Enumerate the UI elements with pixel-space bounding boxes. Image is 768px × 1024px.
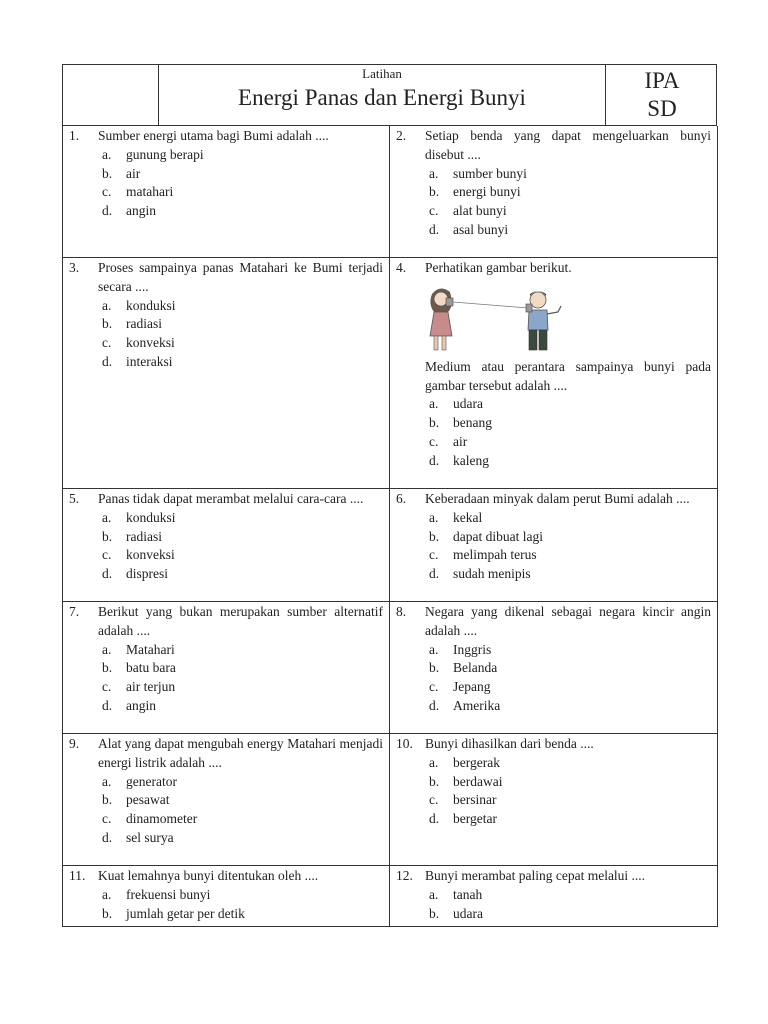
worksheet	[62, 64, 717, 927]
option-letter: c.	[102, 184, 112, 200]
question-number: 11.	[69, 868, 86, 883]
option-b	[429, 414, 711, 433]
question-number: 3.	[69, 260, 80, 275]
option-text: Matahari	[126, 641, 175, 657]
indent-spacer	[396, 358, 425, 396]
option-letter: d.	[429, 811, 440, 827]
option-letter: d.	[102, 829, 113, 845]
option-c	[102, 546, 383, 565]
question-cell-8	[390, 602, 718, 734]
children-string-phone-icon	[426, 284, 576, 352]
option-d	[429, 221, 711, 240]
option-a	[102, 297, 383, 316]
option-a	[429, 165, 711, 184]
option-letter: a.	[102, 297, 112, 313]
question-12	[396, 867, 711, 886]
worksheet-subtitle: Latihan	[362, 66, 402, 81]
option-text: angin	[126, 697, 156, 713]
question-cell-12	[390, 866, 718, 927]
worksheet-title: Energi Panas dan Energi Bunyi	[238, 85, 526, 110]
option-text: energi bunyi	[453, 184, 521, 200]
option-letter: b.	[429, 415, 440, 431]
option-text: konduksi	[126, 509, 176, 525]
question-cell-1	[63, 126, 390, 258]
option-d	[429, 810, 711, 829]
option-c	[429, 433, 711, 452]
option-a	[102, 509, 383, 528]
option-text: Jepang	[453, 679, 491, 695]
question-8	[396, 603, 711, 641]
option-letter: b.	[102, 528, 113, 544]
option-letter: c.	[102, 811, 112, 827]
question-cell-9	[63, 734, 390, 866]
header-table	[62, 64, 717, 126]
options-list	[102, 641, 383, 716]
option-letter: d.	[429, 221, 440, 237]
option-text: generator	[126, 773, 177, 789]
option-text: pesawat	[126, 792, 170, 808]
option-letter: d.	[429, 452, 440, 468]
question-number: 2.	[396, 128, 407, 143]
option-a	[429, 641, 711, 660]
option-text: Amerika	[453, 697, 501, 713]
options-list	[429, 641, 711, 716]
option-letter: a.	[429, 886, 439, 902]
option-text: dinamometer	[126, 811, 198, 827]
question-5	[69, 490, 383, 509]
options-list	[102, 146, 383, 221]
option-text: berdawai	[453, 773, 503, 789]
option-a	[429, 509, 711, 528]
question-4-continued	[396, 358, 711, 396]
option-letter: d.	[102, 566, 113, 582]
option-b	[102, 165, 383, 184]
option-text: bergerak	[453, 754, 500, 770]
option-text: asal bunyi	[453, 221, 509, 237]
options-list	[102, 297, 383, 372]
option-letter: b.	[429, 528, 440, 544]
option-text: air	[453, 433, 468, 449]
option-text: interaksi	[126, 353, 173, 369]
option-c	[429, 202, 711, 221]
option-b	[429, 659, 711, 678]
option-letter: a.	[429, 509, 439, 525]
question-11	[69, 867, 383, 886]
option-letter: a.	[429, 754, 439, 770]
option-b	[429, 183, 711, 202]
option-text: melimpah terus	[453, 547, 537, 563]
option-letter: a.	[102, 886, 112, 902]
question-cell-6	[390, 489, 718, 602]
option-letter: a.	[102, 773, 112, 789]
question-1	[69, 127, 383, 146]
question-2	[396, 127, 711, 165]
question-10	[396, 735, 711, 754]
options-list	[102, 773, 383, 848]
options-list	[429, 886, 711, 924]
tin-can-phone-illustration	[426, 284, 711, 352]
option-c	[102, 810, 383, 829]
option-d	[102, 697, 383, 716]
option-text: radiasi	[126, 316, 162, 332]
option-c	[429, 791, 711, 810]
option-c	[429, 678, 711, 697]
option-text: kekal	[453, 509, 483, 525]
question-number: 1.	[69, 128, 80, 143]
header-subject	[606, 65, 718, 125]
question-text: Alat yang dapat mengubah energy Matahari menjadi energi listrik adalah ....	[98, 736, 383, 770]
option-b	[429, 905, 711, 924]
option-text: sumber bunyi	[453, 165, 527, 181]
question-text: Sumber energi utama bagi Bumi adalah ....	[98, 128, 329, 143]
option-text: gunung berapi	[126, 146, 204, 162]
question-4	[396, 259, 711, 278]
option-a	[429, 886, 711, 905]
option-a	[102, 886, 383, 905]
option-b	[102, 528, 383, 547]
questions-grid	[62, 126, 717, 927]
question-cell-10	[390, 734, 718, 866]
question-number: 7.	[69, 604, 80, 619]
option-text: radiasi	[126, 528, 162, 544]
question-text: Panas tidak dapat merambat melalui cara-cara ....	[98, 491, 364, 506]
question-text: Negara yang dikenal sebagai negara kincir angin adalah ....	[425, 604, 711, 638]
option-letter: b.	[429, 660, 440, 676]
option-letter: a.	[102, 509, 112, 525]
option-d	[102, 353, 383, 372]
option-a	[429, 395, 711, 414]
option-letter: d.	[429, 566, 440, 582]
option-a	[429, 754, 711, 773]
option-letter: c.	[429, 203, 439, 219]
question-text: Berikut yang bukan merupakan sumber alternatif adalah ....	[98, 604, 383, 638]
option-text: konveksi	[126, 335, 175, 351]
options-list	[429, 754, 711, 829]
options-list	[429, 509, 711, 584]
option-letter: a.	[102, 146, 112, 162]
option-letter: b.	[429, 905, 440, 921]
question-9	[69, 735, 383, 773]
option-a	[102, 146, 383, 165]
option-letter: c.	[429, 679, 439, 695]
option-c	[102, 678, 383, 697]
option-text: frekuensi bunyi	[126, 886, 211, 902]
question-text: Bunyi dihasilkan dari benda ....	[425, 736, 594, 751]
header-center	[159, 65, 606, 125]
option-c	[429, 546, 711, 565]
option-text: matahari	[126, 184, 174, 200]
option-letter: a.	[102, 641, 112, 657]
options-list	[102, 509, 383, 584]
option-text: dispresi	[126, 566, 168, 582]
question-number: 5.	[69, 491, 80, 506]
option-letter: c.	[102, 547, 112, 563]
option-letter: b.	[102, 660, 113, 676]
options-list	[429, 165, 711, 240]
level-label: SD	[647, 96, 677, 121]
option-letter: b.	[102, 792, 113, 808]
question-cell-11	[63, 866, 390, 927]
option-text: sel surya	[126, 829, 174, 845]
question-number: 10.	[396, 736, 413, 751]
option-text: dapat dibuat lagi	[453, 528, 543, 544]
option-letter: c.	[429, 433, 439, 449]
option-b	[102, 791, 383, 810]
option-text: alat bunyi	[453, 203, 507, 219]
option-letter: b.	[429, 184, 440, 200]
option-b	[102, 659, 383, 678]
option-c	[102, 183, 383, 202]
question-cell-5	[63, 489, 390, 602]
option-a	[102, 773, 383, 792]
option-text: benang	[453, 415, 492, 431]
option-text: konduksi	[126, 297, 176, 313]
question-cell-2	[390, 126, 718, 258]
option-letter: c.	[102, 335, 112, 351]
subject-label: IPA	[644, 68, 680, 93]
option-d	[429, 697, 711, 716]
question-6	[396, 490, 711, 509]
option-text: bersinar	[453, 792, 497, 808]
question-number: 8.	[396, 604, 407, 619]
option-letter: d.	[429, 697, 440, 713]
question-number: 12.	[396, 868, 413, 883]
option-b	[102, 315, 383, 334]
question-number: 9.	[69, 736, 80, 751]
question-text: Kuat lemahnya bunyi ditentukan oleh ....	[98, 868, 319, 883]
option-text: air terjun	[126, 679, 176, 695]
option-d	[429, 452, 711, 471]
option-c	[102, 334, 383, 353]
question-cell-4	[390, 258, 718, 489]
question-text: Medium atau perantara sampainya bunyi pada gambar tersebut adalah ....	[425, 358, 711, 393]
option-text: udara	[453, 905, 483, 921]
option-letter: d.	[102, 203, 113, 219]
option-letter: a.	[429, 641, 439, 657]
option-text: udara	[453, 396, 483, 412]
question-text: Bunyi merambat paling cepat melalui ....	[425, 868, 646, 883]
option-text: Inggris	[453, 641, 492, 657]
option-text: konveksi	[126, 547, 175, 563]
question-text: Proses sampainya panas Matahari ke Bumi terjadi secara ....	[98, 260, 383, 294]
option-d	[102, 565, 383, 584]
option-letter: b.	[102, 316, 113, 332]
option-b	[429, 773, 711, 792]
question-number: 4.	[396, 260, 407, 275]
option-text: tanah	[453, 886, 483, 902]
question-7	[69, 603, 383, 641]
option-d	[102, 829, 383, 848]
option-letter: b.	[429, 773, 440, 789]
header-left-blank	[63, 65, 159, 125]
question-text: Setiap benda yang dapat mengeluarkan bunyi disebut ....	[425, 128, 711, 162]
option-text: batu bara	[126, 660, 176, 676]
question-text: Keberadaan minyak dalam perut Bumi adalah ....	[425, 491, 690, 506]
option-letter: c.	[102, 679, 112, 695]
option-text: jumlah getar per detik	[126, 905, 245, 921]
option-letter: b.	[102, 905, 113, 921]
option-letter: b.	[102, 165, 113, 181]
option-text: Belanda	[453, 660, 498, 676]
option-letter: d.	[102, 353, 113, 369]
option-letter: a.	[429, 396, 439, 412]
options-list	[102, 886, 383, 924]
option-letter: d.	[102, 697, 113, 713]
option-a	[102, 641, 383, 660]
options-list	[429, 395, 711, 470]
option-text: sudah menipis	[453, 566, 531, 582]
option-text: angin	[126, 203, 156, 219]
question-text: Perhatikan gambar berikut.	[425, 260, 572, 275]
option-letter: a.	[429, 165, 439, 181]
option-letter: c.	[429, 792, 439, 808]
question-3	[69, 259, 383, 297]
option-text: air	[126, 165, 141, 181]
option-text: bergetar	[453, 811, 497, 827]
option-letter: c.	[429, 547, 439, 563]
question-cell-3	[63, 258, 390, 489]
option-b	[429, 528, 711, 547]
option-d	[102, 202, 383, 221]
question-number: 6.	[396, 491, 407, 506]
option-text: kaleng	[453, 452, 489, 468]
option-d	[429, 565, 711, 584]
option-b	[102, 905, 383, 924]
question-cell-7	[63, 602, 390, 734]
